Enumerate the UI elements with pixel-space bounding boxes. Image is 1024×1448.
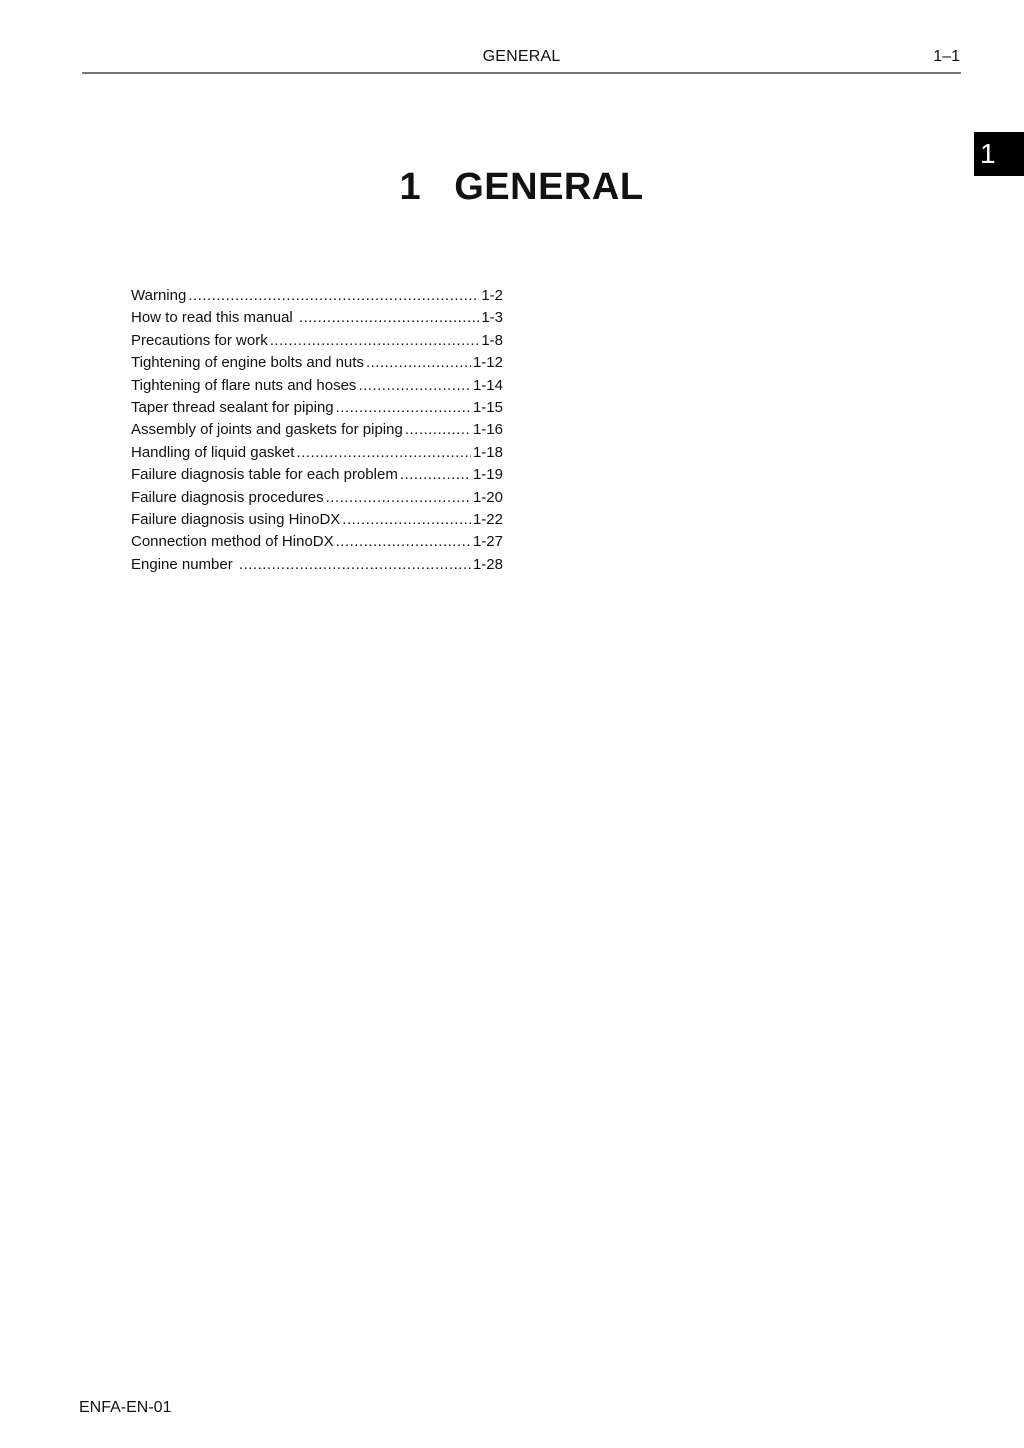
- toc-entry-page: 1-22: [472, 510, 503, 528]
- toc-entry-label: Tightening of engine bolts and nuts: [131, 354, 364, 372]
- toc-entry-label: Tightening of flare nuts and hoses: [131, 376, 357, 394]
- toc-dot-leader: [188, 285, 479, 307]
- toc-entry-label: Assembly of joints and gaskets for piping: [131, 421, 403, 439]
- toc-entry-liquid-gasket[interactable]: [131, 442, 503, 464]
- toc-entry-label: Failure diagnosis procedures: [131, 488, 324, 506]
- toc-dot-leader: [299, 307, 479, 329]
- toc-dot-leader: [405, 419, 471, 441]
- toc-entry-page: 1-8: [481, 331, 503, 349]
- toc-dot-leader: [366, 352, 471, 374]
- toc-entry-page: 1-15: [472, 398, 503, 416]
- toc-entry-page: 1-28: [472, 555, 503, 573]
- toc-entry-label: How to read this manual: [131, 309, 297, 327]
- toc-dot-leader: [336, 397, 471, 419]
- toc-dot-leader: [239, 554, 471, 576]
- toc-entry-engine-bolts[interactable]: [131, 352, 503, 374]
- table-of-contents: [131, 285, 503, 576]
- toc-entry-page: 1-18: [472, 443, 503, 461]
- toc-entry-label: Failure diagnosis using HinoDX: [131, 510, 341, 528]
- toc-entry-page: 1-20: [472, 488, 503, 506]
- toc-entry-taper-thread[interactable]: [131, 397, 503, 419]
- header-divider: [82, 72, 961, 74]
- toc-entry-page: 1-19: [472, 466, 503, 484]
- running-header-page-number: 1–1: [933, 48, 960, 65]
- toc-entry-how-to-read[interactable]: [131, 307, 503, 329]
- toc-dot-leader: [336, 531, 471, 553]
- toc-entry-label: Engine number: [131, 555, 237, 573]
- toc-entry-label: Connection method of HinoDX: [131, 533, 334, 551]
- toc-entry-flare-nuts[interactable]: [131, 375, 503, 397]
- toc-entry-label: Precautions for work: [131, 331, 268, 349]
- toc-entry-label: Handling of liquid gasket: [131, 443, 295, 461]
- toc-entry-page: 1-3: [481, 309, 503, 327]
- toc-entry-label: Taper thread sealant for piping: [131, 398, 334, 416]
- toc-entry-label: Failure diagnosis table for each problem: [131, 466, 398, 484]
- toc-dot-leader: [400, 464, 471, 486]
- toc-dot-leader: [342, 509, 471, 531]
- document-code: ENFA-EN-01: [79, 1399, 172, 1416]
- toc-entry-engine-number[interactable]: [131, 554, 503, 576]
- toc-entry-page: 1-16: [472, 421, 503, 439]
- running-header-title: GENERAL: [482, 48, 561, 65]
- toc-dot-leader: [326, 487, 471, 509]
- chapter-thumb-tab: 1: [974, 132, 1024, 176]
- toc-entry-page: 1-12: [472, 354, 503, 372]
- chapter-title: 1 GENERAL: [399, 166, 644, 208]
- toc-entry-connection-hinodx[interactable]: [131, 531, 503, 553]
- toc-entry-joints-gaskets[interactable]: [131, 419, 503, 441]
- toc-entry-diagnosis-hinodx[interactable]: [131, 509, 503, 531]
- toc-entry-diagnosis-procedures[interactable]: [131, 487, 503, 509]
- toc-entry-page: 1-14: [472, 376, 503, 394]
- toc-entry-page: 1-2: [481, 287, 503, 304]
- toc-entry-precautions[interactable]: [131, 330, 503, 352]
- toc-dot-leader: [358, 375, 471, 397]
- toc-dot-leader: [296, 442, 471, 464]
- toc-entry-label: Warning: [131, 287, 187, 304]
- toc-entry-warning[interactable]: [131, 285, 503, 307]
- toc-entry-page: 1-27: [472, 533, 503, 551]
- toc-dot-leader: [270, 330, 480, 352]
- toc-entry-diagnosis-table[interactable]: [131, 464, 503, 486]
